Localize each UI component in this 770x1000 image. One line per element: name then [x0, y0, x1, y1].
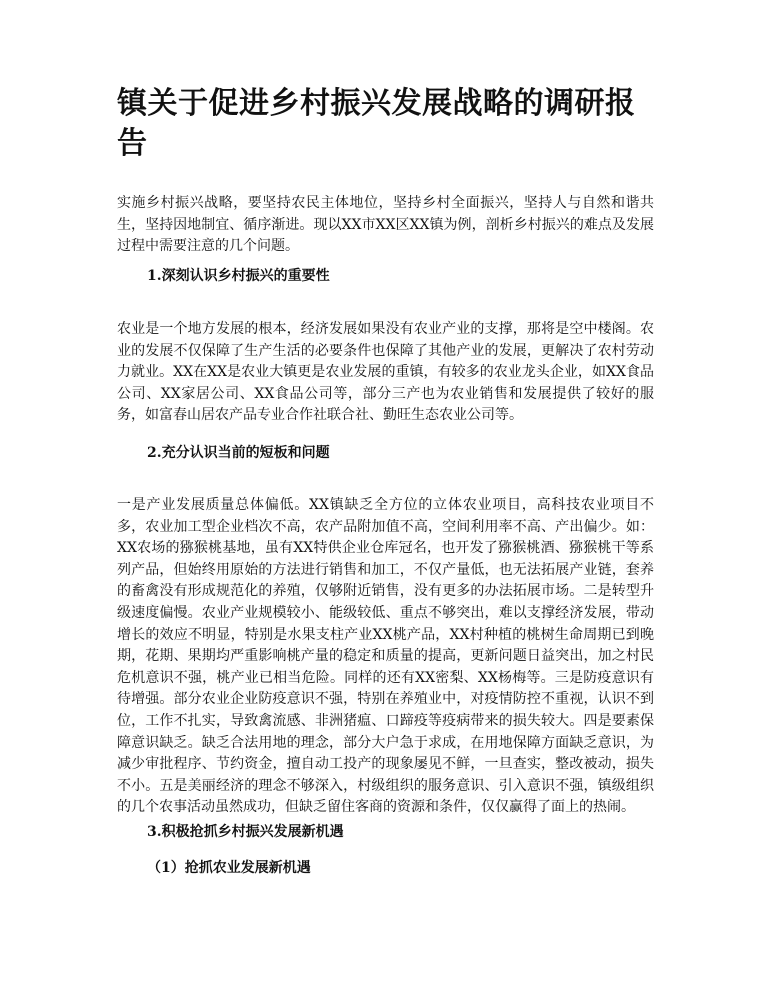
intro-paragraph: 实施乡村振兴战略，要坚持农民主体地位，坚持乡村全面振兴，坚持人与自然和谐共生，坚持因地制宜、循序渐进。现以XX市XX区XX镇为例，剖析乡村振兴的难点及发展过程中需要注意的几个问题。	[117, 195, 654, 255]
section-heading-3: 3.积极抢抓乡村振兴发展新机遇	[147, 824, 344, 840]
section-heading-1: 1.深刻认识乡村振兴的重要性	[147, 268, 330, 284]
section-body-1: 农业是一个地方发展的根本，经济发展如果没有农业产业的支撑，那将是空中楼阁。农业的发展不仅保障了生产生活的必要条件也保障了其他产业的发展，更解决了农村劳动力就业。XX在XX是农业大镇更是农业发展的重镇，有较多的农业龙头企业，如XX食品公司、XX家居公司、XX食品公司等，部分三产也为农业销售和发展提供了较好的服务，如富春山居农产品专业合作社联合社、勤旺生态农业公司等。	[117, 321, 654, 424]
subsection-heading: （1）抢抓农业发展新机遇	[147, 860, 311, 876]
document-title: 镇关于促进乡村振兴发展战略的调研报告	[117, 86, 636, 161]
section-heading-2: 2.充分认识当前的短板和问题	[147, 445, 330, 461]
section-body-2: 一是产业发展质量总体偏低。XX镇缺乏全方位的立体农业项目，高科技农业项目不多，农业加工型企业档次不高，农产品附加值不高，空间利用率不高、产出偏少。如：XX农场的猕猴桃基地，虽有XX特供企业仓库冠名，也开发了猕猴桃酒、猕猴桃干等系列产品，但始终用原始的方法进行销售和加工，不仅产量低，也无法拓展产业链，套养的畜禽没有形成规范化的养殖，仅够附近销售，没有更多的办法拓展市场。二是转型升级速度偏慢。农业产业规模较小、能级较低、重点不够突出，难以支撑经济发展，带动增长的效应不明显，特别是水果支柱产业XX桃产品，XX村种植的桃树生命周期已到晚期，花期、果期均严重影响桃产量的稳定和质量的提高，更新问题日益突出，加之村民危机意识不强，桃产业已相当危险。同样的还有XX密梨、XX杨梅等。三是防疫意识有待增强。部分农业企业防疫意识不强，特别在养殖业中，对疫情防控不重视，认识不到位，工作不扎实，导致禽流感、非洲猪瘟、口蹄疫等疫病带来的损失较大。四是要素保障意识缺乏。缺乏合法用地的理念，部分大户急于求成，在用地保障方面缺乏意识，为减少审批程序、节约资金，擅自动工投产的现象屡见不鲜，一旦查实，整改被动，损失不小。五是美丽经济的理念不够深入，村级组织的服务意识、引入意识不强，镇级组织的几个农事活动虽然成功，但缺乏留住客商的资源和条件，仅仅赢得了面上的热闹。	[117, 497, 654, 816]
